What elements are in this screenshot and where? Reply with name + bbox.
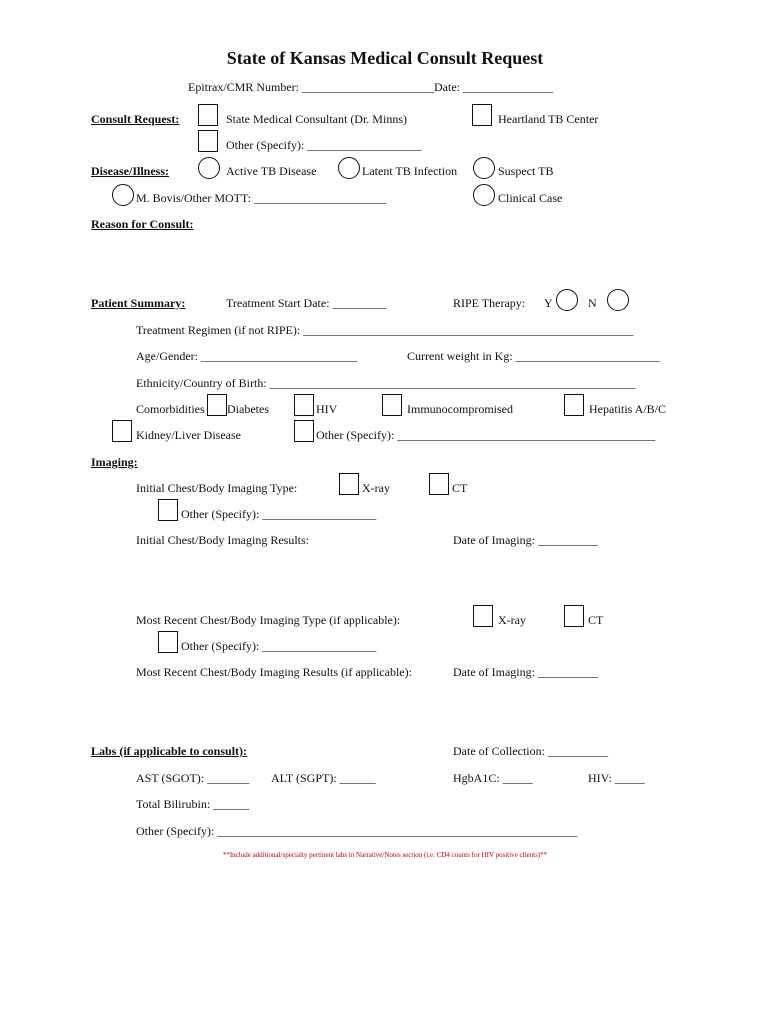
labs-other-field[interactable]: Other (Specify): ____________________________________________________________	[136, 824, 578, 838]
checkbox-initial-imaging-other[interactable]	[158, 499, 178, 521]
m-bovis-other-mott-field[interactable]: M. Bovis/Other MOTT: ______________________	[136, 191, 387, 205]
age-gender-field[interactable]: Age/Gender: __________________________	[136, 349, 357, 363]
ripe-therapy-label: RIPE Therapy:	[453, 296, 526, 310]
form-title: State of Kansas Medical Consult Request	[226, 48, 544, 68]
label-suspect-tb: Suspect TB	[498, 164, 554, 178]
treatment-regimen-field[interactable]: Treatment Regimen (if not RIPE): _______________________________________________________	[136, 323, 634, 337]
total-bilirubin-field[interactable]: Total Bilirubin: ______	[136, 797, 250, 811]
checkbox-kidney-liver-disease[interactable]	[112, 420, 132, 442]
comorbidities-label: Comorbidities	[136, 402, 205, 416]
initial-imaging-results-label: Initial Chest/Body Imaging Results:	[136, 533, 309, 547]
radio-m-bovis-other-mott[interactable]	[112, 184, 134, 206]
hgba1c-field[interactable]: HgbA1C: _____	[453, 771, 533, 785]
checkbox-state-medical-consultant[interactable]	[198, 104, 218, 126]
labs-note: **Include additional/specialty pertinent labs in Narrative/Notes section (i.e. CD4 counts for HIV positive clients)**	[222, 851, 548, 859]
radio-active-tb-disease[interactable]	[198, 157, 220, 179]
label-initial-ct: CT	[452, 481, 468, 495]
alt-sgpt-field[interactable]: ALT (SGPT): ______	[271, 771, 376, 785]
treatment-start-date-field[interactable]: Treatment Start Date: _________	[226, 296, 387, 310]
disease-illness-label: Disease/Illness:	[91, 164, 169, 178]
radio-latent-tb-infection[interactable]	[338, 157, 360, 179]
checkbox-comorbidity-other[interactable]	[294, 420, 314, 442]
initial-imaging-type-label: Initial Chest/Body Imaging Type:	[136, 481, 298, 495]
recent-imaging-other-field[interactable]: Other (Specify): ___________________	[181, 639, 377, 653]
imaging-label: Imaging:	[91, 455, 138, 469]
consult-request-label: Consult Request:	[91, 112, 180, 126]
recent-imaging-results-label: Most Recent Chest/Body Imaging Results (if applicable):	[136, 665, 412, 679]
checkbox-recent-imaging-other[interactable]	[158, 631, 178, 653]
radio-ripe-no[interactable]	[607, 289, 629, 311]
label-immunocompromised: Immunocompromised	[407, 402, 513, 416]
label-heartland-tb-center: Heartland TB Center	[498, 112, 599, 126]
labs-label: Labs (if applicable to consult):	[91, 744, 248, 758]
label-kidney-liver-disease: Kidney/Liver Disease	[136, 428, 241, 442]
consult-other-field[interactable]: Other (Specify): ___________________	[226, 138, 422, 152]
checkbox-recent-ct[interactable]	[564, 605, 584, 627]
patient-summary-label: Patient Summary:	[91, 296, 186, 310]
radio-suspect-tb[interactable]	[473, 157, 495, 179]
label-recent-xray: X-ray	[498, 613, 526, 627]
label-diabetes: Diabetes	[227, 402, 269, 416]
ethnicity-country-field[interactable]: Ethnicity/Country of Birth: _____________________________________________________________	[136, 376, 636, 390]
reason-for-consult-label: Reason for Consult:	[91, 217, 194, 231]
label-hiv: HIV	[316, 402, 338, 416]
label-initial-xray: X-ray	[362, 481, 390, 495]
checkbox-consult-other[interactable]	[198, 130, 218, 152]
radio-ripe-yes[interactable]	[556, 289, 578, 311]
recent-imaging-date-field[interactable]: Date of Imaging: __________	[453, 665, 598, 679]
current-weight-field[interactable]: Current weight in Kg: ________________________	[407, 349, 660, 363]
comorbidity-other-field[interactable]: Other (Specify): ___________________________________________	[316, 428, 656, 442]
ripe-no-label: N	[588, 296, 597, 310]
checkbox-initial-xray[interactable]	[339, 473, 359, 495]
label-latent-tb-infection: Latent TB Infection	[362, 164, 458, 178]
checkbox-initial-ct[interactable]	[429, 473, 449, 495]
label-clinical-case: Clinical Case	[498, 191, 563, 205]
checkbox-hiv[interactable]	[294, 394, 314, 416]
ast-sgot-field[interactable]: AST (SGOT): _______	[136, 771, 250, 785]
radio-clinical-case[interactable]	[473, 184, 495, 206]
date-of-collection-field[interactable]: Date of Collection: __________	[453, 744, 608, 758]
label-active-tb-disease: Active TB Disease	[226, 164, 317, 178]
checkbox-recent-xray[interactable]	[473, 605, 493, 627]
recent-imaging-type-label: Most Recent Chest/Body Imaging Type (if applicable):	[136, 613, 401, 627]
epitrax-cmr-date-field[interactable]: Epitrax/CMR Number: ______________________Date: _______________	[188, 80, 553, 94]
hiv-lab-field[interactable]: HIV: _____	[588, 771, 645, 785]
checkbox-heartland-tb-center[interactable]	[472, 104, 492, 126]
label-recent-ct: CT	[588, 613, 604, 627]
label-hepatitis: Hepatitis A/B/C	[589, 402, 667, 416]
ripe-yes-label: Y	[544, 296, 553, 310]
checkbox-immunocompromised[interactable]	[382, 394, 402, 416]
label-state-medical-consultant: State Medical Consultant (Dr. Minns)	[226, 112, 407, 126]
initial-imaging-other-field[interactable]: Other (Specify): ___________________	[181, 507, 377, 521]
checkbox-diabetes[interactable]	[207, 394, 227, 416]
initial-imaging-date-field[interactable]: Date of Imaging: __________	[453, 533, 598, 547]
checkbox-hepatitis[interactable]	[564, 394, 584, 416]
